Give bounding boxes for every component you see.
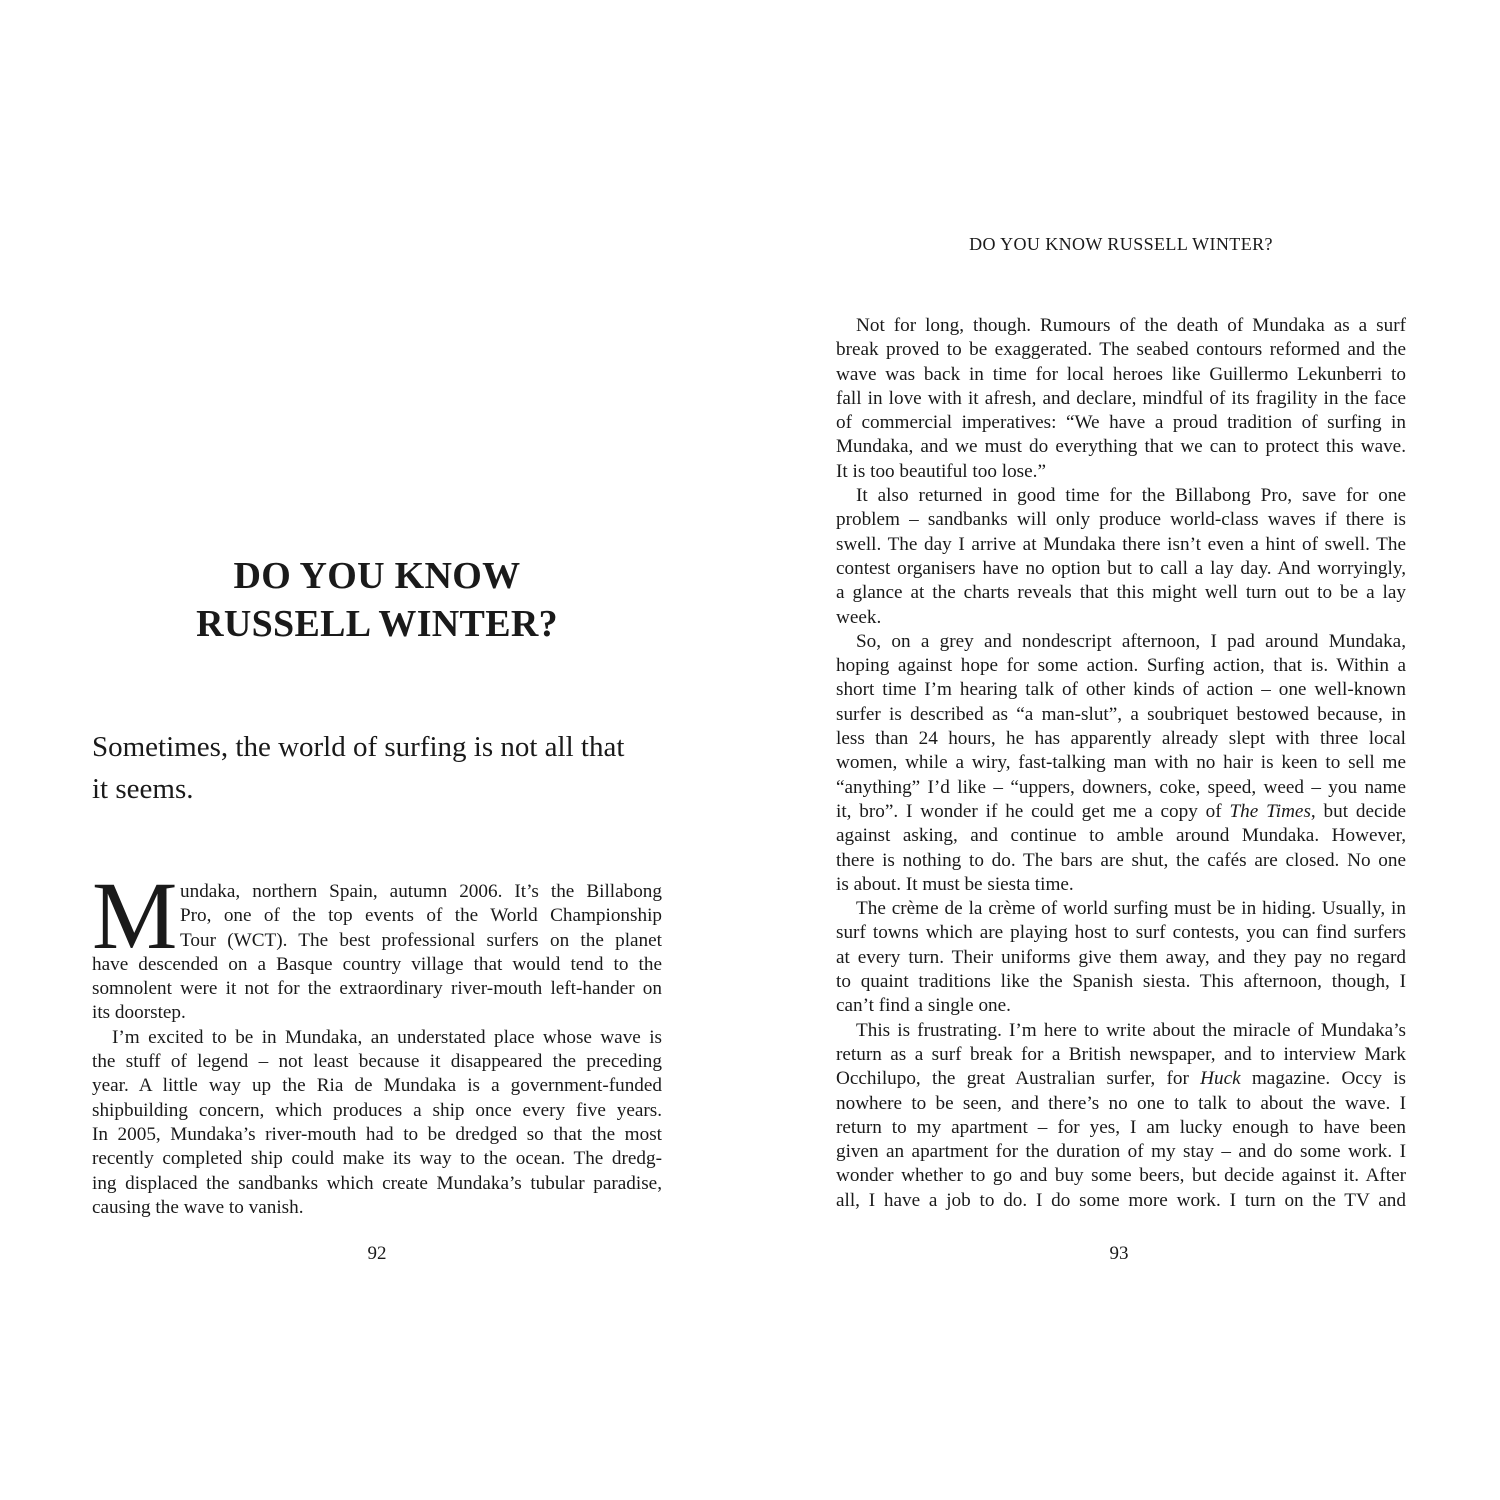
body-line: recently completed ship could make its way to the ocean. The dredg- (92, 1148, 662, 1170)
body-line: It is too beautiful too lose.” (836, 460, 1046, 482)
body-line: I’m excited to be in Mundaka, an understated place whose wave is (112, 1026, 662, 1048)
body-line: Tour (WCT). The best professional surfers on the planet (180, 929, 662, 951)
body-line: to quaint traditions like the Spanish siesta. This afternoon, though, I (836, 971, 1406, 993)
body-line: In 2005, Mundaka’s river-mouth had to be dredged so that the most (92, 1123, 662, 1145)
left-body-text (92, 880, 662, 1220)
body-line: is about. It must be siesta time. (836, 873, 1074, 895)
body-line: So, on a grey and nondescript afternoon, I pad around Mundaka, (856, 630, 1406, 652)
body-line: Mundaka, and we must do everything that we can to protect this wave. (836, 436, 1406, 458)
epigraph (92, 726, 672, 810)
right-body-text (836, 314, 1406, 1213)
body-line: Pro, one of the top events of the World Championship (180, 905, 662, 927)
epigraph-line-2: it seems. (92, 773, 194, 805)
body-line: return as a surf break for a British newspaper, and to interview Mark (836, 1043, 1406, 1065)
body-line: given an apartment for the duration of my stay – and do some work. I (836, 1141, 1406, 1163)
body-line: less than 24 hours, he has apparently already slept with three local (836, 728, 1406, 750)
body-line-segment: Occhilupo, the great Australian surfer, for (836, 1068, 1189, 1090)
body-line: against asking, and continue to amble around Mundaka. However, (836, 825, 1406, 847)
drop-cap: M (92, 862, 178, 969)
body-line: Not for long, though. Rumours of the death of Mundaka as a surf (856, 315, 1406, 336)
body-line: causing the wave to vanish. (92, 1196, 304, 1218)
body-line: there is nothing to do. The bars are shut, the cafés are closed. No one (836, 849, 1406, 871)
body-line: the stuff of legend – not least because it disappeared the preceding (92, 1051, 662, 1073)
body-line: somnolent were it not for the extraordinary river-mouth left-hander on (92, 978, 662, 1000)
body-line: week. (836, 606, 882, 628)
body-line: its doorstep. (92, 1002, 186, 1024)
epigraph-line-1: Sometimes, the world of surfing is not all that (92, 731, 625, 763)
page-number: 93 (1109, 1243, 1129, 1264)
running-head: DO YOU KNOW RUSSELL WINTER? (969, 234, 1273, 254)
body-line: hoping against hope for some action. Surfing action, that is. Within a (836, 655, 1406, 677)
chapter-title-line-1: DO YOU KNOW (233, 555, 521, 597)
body-line: year. A little way up the Ria de Mundaka is a government-funded (92, 1075, 662, 1097)
body-line: women, while a wiry, fast-talking man with no hair is keen to sell me (836, 752, 1406, 774)
chapter-title-line-2: RUSSELL WINTER? (196, 603, 558, 645)
body-line: ing displaced the sandbanks which create Mundaka’s tubular paradise, (92, 1172, 662, 1194)
body-line-segment: it, bro”. I wonder if he could get me a copy of (836, 800, 1222, 822)
body-line: undaka, northern Spain, autumn 2006. It’s the Billabong (180, 881, 662, 902)
body-line: nowhere to be seen, and there’s no one to talk to about the wave. I (836, 1092, 1406, 1114)
body-line: can’t find a single one. (836, 995, 1011, 1017)
body-line: of commercial imperatives: “We have a proud tradition of surfing in (836, 412, 1406, 434)
body-line: contest organisers have no option but to call a lay day. And worryingly, (836, 557, 1406, 579)
body-line: break proved to be exaggerated. The seabed contours reformed and the (836, 339, 1406, 361)
body-line: It also returned in good time for the Billabong Pro, save for one (856, 485, 1406, 507)
body-line (836, 1067, 1406, 1091)
body-line: surfer is described as “a man-slut”, a soubriquet bestowed because, in (836, 703, 1406, 725)
body-line: wonder whether to go and buy some beers, but decide against it. After (836, 1165, 1406, 1187)
italic-title-times: The Times (1229, 800, 1311, 822)
body-line-segment: magazine. Occy is (1240, 1068, 1406, 1090)
right-page (750, 0, 1500, 1500)
body-line: swell. The day I arrive at Mundaka there isn’t even a hint of swell. The (836, 533, 1406, 555)
body-line: This is frustrating. I’m here to write about the miracle of Mundaka’s (856, 1019, 1406, 1041)
body-line: have descended on a Basque country village that would tend to the (92, 953, 662, 975)
body-line: at every turn. Their uniforms give them away, and they pay no regard (836, 946, 1406, 968)
body-line: The crème de la crème of world surfing must be in hiding. Usually, in (856, 898, 1406, 920)
body-line: problem – sandbanks will only produce world-class waves if there is (836, 509, 1406, 531)
body-line: surf towns which are playing host to surf contests, you can find surfers (836, 922, 1406, 944)
italic-title-huck: Huck (1200, 1068, 1241, 1090)
body-line-segment: , but decide (1310, 800, 1406, 822)
chapter-title (92, 552, 662, 648)
body-line: wave was back in time for local heroes like Guillermo Lekunberri to (836, 363, 1406, 385)
body-line: short time I’m hearing talk of other kinds of action – one well-known (836, 679, 1406, 701)
page-number: 92 (367, 1243, 387, 1264)
body-line: return to my apartment – for yes, I am lucky enough to have been (836, 1116, 1406, 1138)
body-line: shipbuilding concern, which produces a ship once every five years. (92, 1099, 662, 1121)
body-line (836, 800, 1406, 824)
body-line: “anything” I’d like – “uppers, downers, coke, speed, weed – you name (836, 776, 1406, 798)
body-line: all, I have a job to do. I do some more work. I turn on the TV and (836, 1189, 1406, 1211)
body-line: a glance at the charts reveals that this might well turn out to be a lay (836, 582, 1406, 604)
body-line: fall in love with it afresh, and declare, mindful of its fragility in the face (836, 387, 1406, 409)
